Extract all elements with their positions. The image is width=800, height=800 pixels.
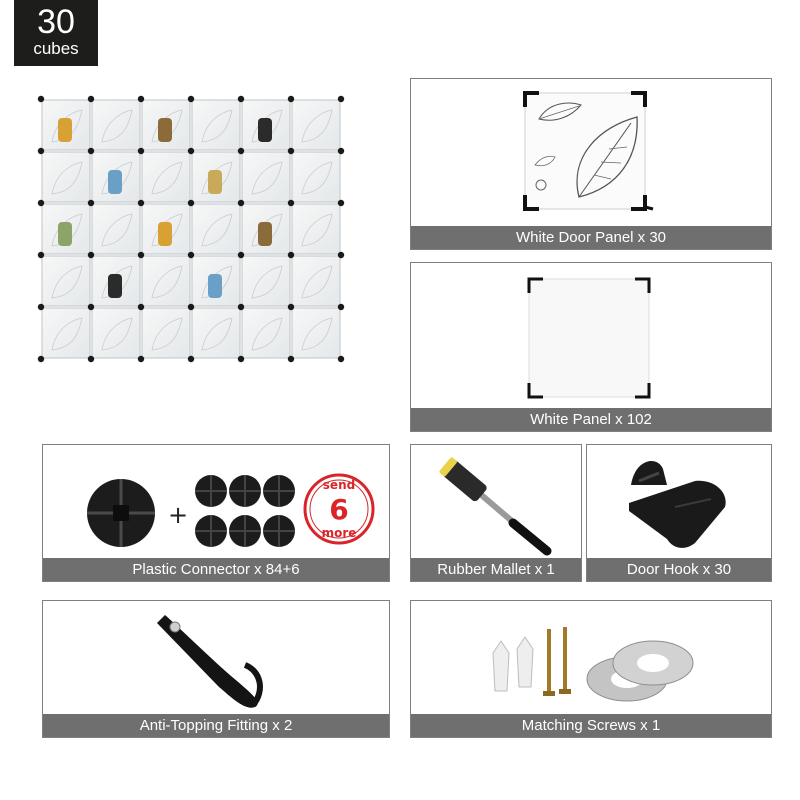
decor-item (158, 118, 172, 142)
cube-connector-dot (288, 200, 294, 206)
anti-topping-strap-icon (133, 601, 303, 713)
storage-cube (292, 308, 340, 358)
decor-item (258, 222, 272, 246)
cube-connector-dot (338, 252, 344, 258)
cube-connector-dot (238, 96, 244, 102)
wall-anchor-icon (493, 637, 533, 691)
cube-count-number: 30 (37, 3, 75, 41)
cube-connector-dot (288, 252, 294, 258)
decor-item (108, 170, 122, 194)
storage-cube (192, 308, 240, 358)
cube-storage-product-image (30, 86, 390, 386)
stamp-bottom-text: more (321, 526, 357, 540)
washer-icon (587, 641, 693, 701)
cube-connector-dot (88, 252, 94, 258)
door-hook-card (586, 444, 772, 582)
screws-card (410, 600, 772, 738)
anti-topping-caption: Anti-Topping Fitting x 2 (43, 714, 389, 737)
cube-connector-dot (138, 200, 144, 206)
cube-connector-dot (338, 356, 344, 362)
decor-item (108, 274, 122, 298)
decor-item (158, 222, 172, 246)
cube-connector-dot (238, 148, 244, 154)
cube-connector-dot (188, 96, 194, 102)
storage-cube (192, 100, 240, 150)
cube-connector-dot (38, 356, 44, 362)
cube-connector-dot (38, 304, 44, 310)
door-panel-image (519, 87, 659, 217)
connector-card (42, 444, 390, 582)
stamp-number-text: 6 (329, 493, 349, 526)
mallet-icon (435, 453, 565, 559)
storage-cube (92, 100, 140, 150)
storage-cube (292, 100, 340, 150)
cube-count-badge (14, 0, 98, 66)
cube-connector-dot (138, 252, 144, 258)
door-hook-icon (615, 451, 745, 559)
cube-connector-dot (338, 304, 344, 310)
screws-caption: Matching Screws x 1 (411, 714, 771, 737)
cube-connector-dot (338, 148, 344, 154)
cube-connector-dot (38, 148, 44, 154)
cube-connector-dot (138, 96, 144, 102)
storage-cube (242, 308, 290, 358)
cube-connector-dot (288, 304, 294, 310)
storage-cube (142, 256, 190, 306)
cube-connector-dot (138, 148, 144, 154)
storage-cube (92, 204, 140, 254)
storage-cube (42, 152, 90, 202)
cube-connector-dot (38, 200, 44, 206)
decor-item (58, 222, 72, 246)
cube-connector-dot (88, 304, 94, 310)
cube-connector-dot (88, 148, 94, 154)
connector-caption: Plastic Connector x 84+6 (43, 558, 389, 581)
cube-connector-dot (338, 200, 344, 206)
storage-cube (242, 152, 290, 202)
cube-connector-dot (188, 200, 194, 206)
screw-icon (543, 627, 571, 696)
storage-cube (42, 256, 90, 306)
door-panel-card (410, 78, 772, 250)
mallet-caption: Rubber Mallet x 1 (411, 558, 581, 581)
cube-connector-dot (238, 200, 244, 206)
cube-connector-dot (288, 96, 294, 102)
send-more-stamp (305, 475, 373, 543)
cube-connector-dot (238, 304, 244, 310)
cube-connector-dot (288, 148, 294, 154)
cube-connector-dot (38, 96, 44, 102)
cube-connector-dot (188, 356, 194, 362)
cube-connector-dot (238, 252, 244, 258)
panel-caption: White Panel x 102 (411, 408, 771, 431)
cube-connector-dot (88, 200, 94, 206)
door-panel-caption: White Door Panel x 30 (411, 226, 771, 249)
anti-topping-card (42, 600, 390, 738)
door-hook-caption: Door Hook x 30 (587, 558, 771, 581)
storage-cube (92, 308, 140, 358)
storage-cube (292, 256, 340, 306)
panel-card (410, 262, 772, 432)
decor-item (58, 118, 72, 142)
mallet-card (410, 444, 582, 582)
connector-image (83, 453, 383, 561)
storage-cube (142, 152, 190, 202)
storage-cube (42, 308, 90, 358)
storage-cube (242, 256, 290, 306)
screws-washers-icon (481, 613, 711, 713)
cube-count-unit: cubes (33, 39, 79, 58)
cube-connector-dot (88, 356, 94, 362)
storage-cube (192, 204, 240, 254)
cube-connector-dot (238, 356, 244, 362)
cube-connector-dot (88, 96, 94, 102)
decor-item (208, 170, 222, 194)
cube-connector-dot (38, 252, 44, 258)
cube-connector-dot (188, 304, 194, 310)
cube-connector-dot (138, 304, 144, 310)
cube-connector-dot (188, 252, 194, 258)
cube-connector-dot (138, 356, 144, 362)
cube-connector-dot (338, 96, 344, 102)
stamp-top-text: send (322, 478, 356, 492)
connector-icon (87, 479, 155, 547)
cube-connector-dot (288, 356, 294, 362)
storage-cube (292, 204, 340, 254)
decor-item (258, 118, 272, 142)
storage-cube (142, 308, 190, 358)
white-panel-image (519, 271, 659, 403)
cube-connector-dot (188, 148, 194, 154)
svg-text:+: + (168, 501, 189, 529)
decor-item (208, 274, 222, 298)
storage-cube (292, 152, 340, 202)
